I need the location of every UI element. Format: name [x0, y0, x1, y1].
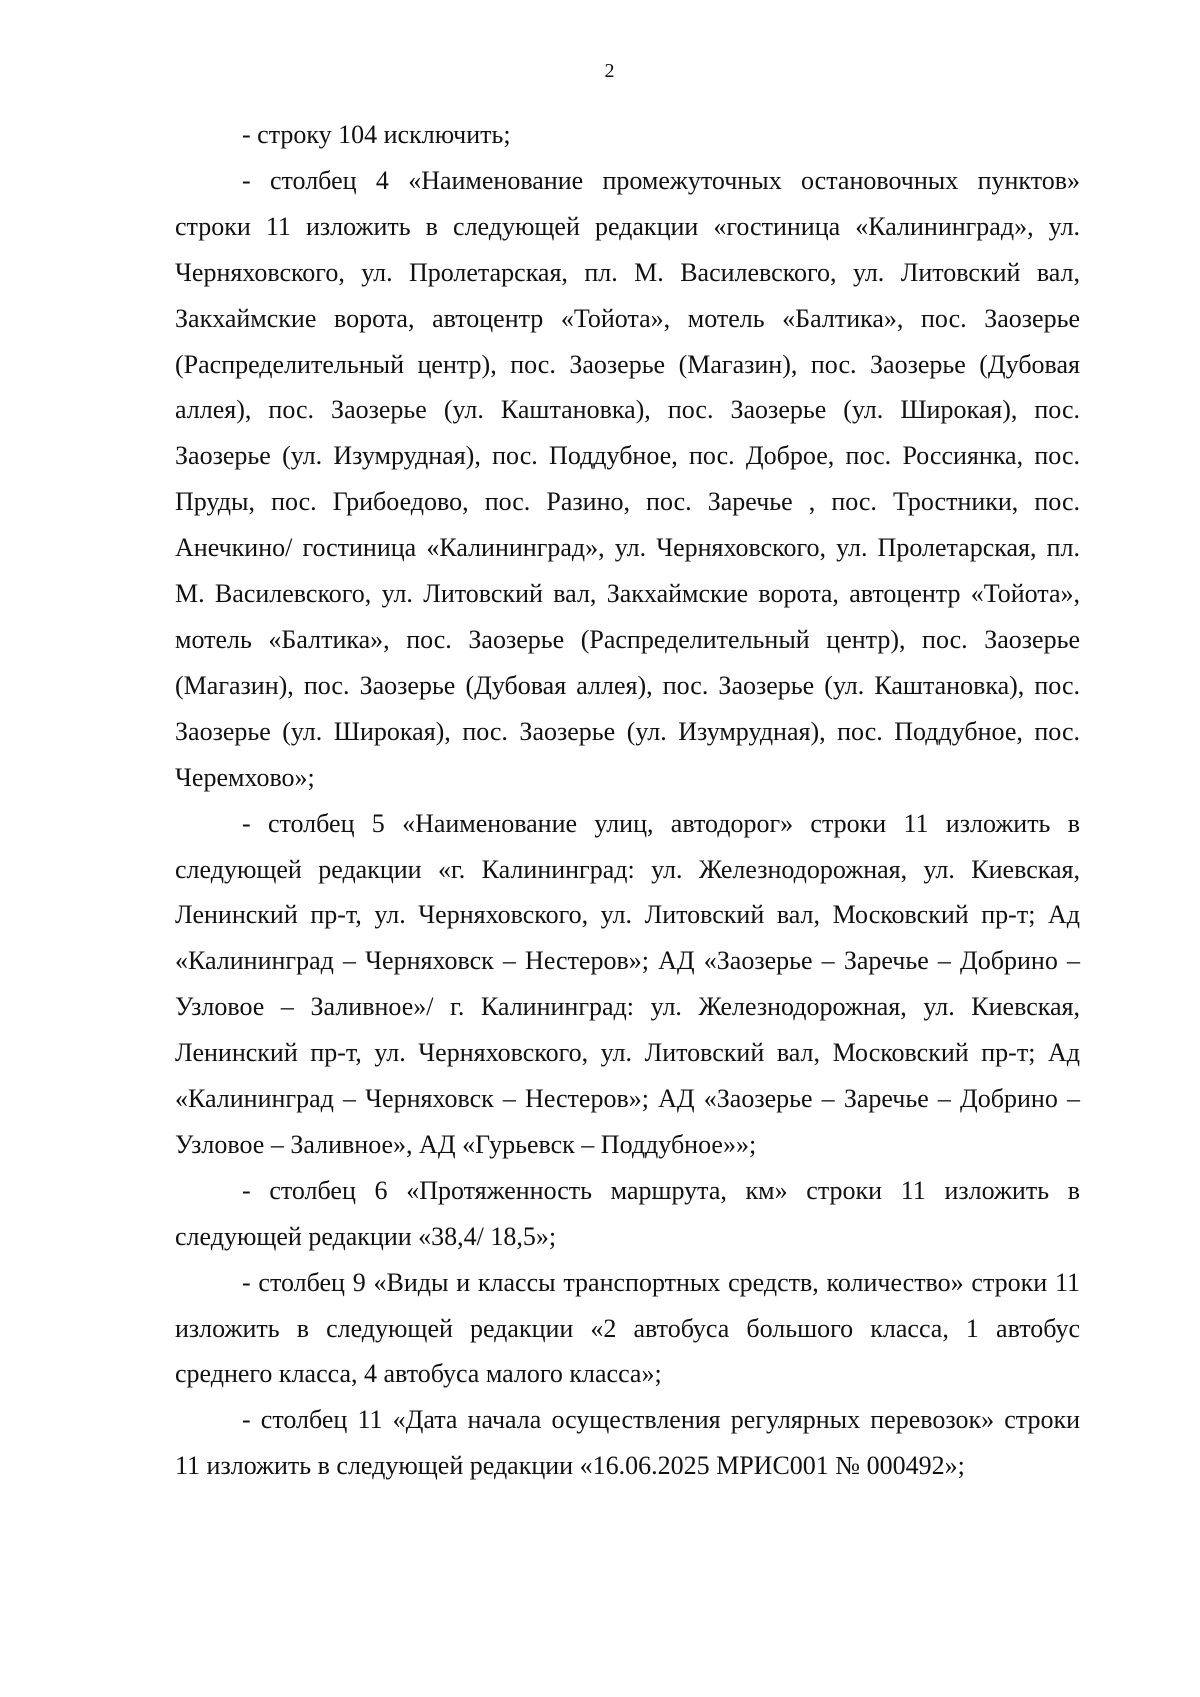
page-number: 2 [604, 60, 615, 82]
paragraph-column-11: - столбец 11 «Дата начала осуществления регулярных перевозок» строки 11 изложить в следующей редакции «16.06.2025 МРИС001 № 000492»; [175, 1405, 1080, 1481]
paragraph-column-9: - столбец 9 «Виды и классы транспортных средств, количество» строки 11 изложить в следующей редакции «2 автобуса большого класса, 1 автобус среднего класса, 4 автобуса малого класса»; [175, 1267, 1080, 1389]
document-body [175, 112, 1080, 1489]
paragraph-column-6: - столбец 6 «Протяженность маршрута, км» строки 11 изложить в следующей редакции «38,4/ 18,5»; [175, 1175, 1080, 1251]
paragraph-row-104: - строку 104 исключить; [242, 120, 511, 149]
paragraph-column-5: - столбец 5 «Наименование улиц, автодорог» строки 11 изложить в следующей редакции «г. Калининград: ул. Железнодорожная, ул. Киевская, Ленинский пр-т, ул. Черняховского, ул. Литовский вал, Московский пр-т; Ад «Калининград – Черняховск – Нестеров»; АД «Заозерье – Заречье – Добрино – Узловое – Заливное»/ г. Калининград: ул. Железнодорожная, ул. Киевская, Ленинский пр-т, ул. Черняховского, ул. Литовский вал, Московский пр-т; Ад «Калининград – Черняховск – Нестеров»; АД «Заозерье – Заречье – Добрино – Узловое – Заливное», АД «Гурьевск – Поддубное»»; [175, 808, 1080, 1159]
paragraph-column-4: - столбец 4 «Наименование промежуточных остановочных пунктов» строки 11 изложить в следующей редакции «гостиница «Калининград», ул. Черняховского, ул. Пролетарская, пл. М. Василевского, ул. Литовский вал, Закхаймские ворота, автоцентр «Тойота», мотель «Балтика», пос. Заозерье (Распределительный центр), пос. Заозерье (Магазин), пос. Заозерье (Дубовая аллея), пос. Заозерье (ул. Каштановка), пос. Заозерье (ул. Широкая), пос. Заозерье (ул. Изумрудная), пос. Поддубное, пос. Доброе, пос. Россиянка, пос. Пруды, пос. Грибоедово, пос. Разино, пос. Заречье , пос. Тростники, пос. Анечкино/ гостиница «Калининград», ул. Черняховского, ул. Пролетарская, пл. М. Василевского, ул. Литовский вал, Закхаймские ворота, автоцентр «Тойота», мотель «Балтика», пос. Заозерье (Распределительный центр), пос. Заозерье (Магазин), пос. Заозерье (Дубовая аллея), пос. Заозерье (ул. Каштановка), пос. Заозерье (ул. Широкая), пос. Заозерье (ул. Изумрудная), пос. Поддубное, пос. Черемхово»; [175, 165, 1080, 792]
